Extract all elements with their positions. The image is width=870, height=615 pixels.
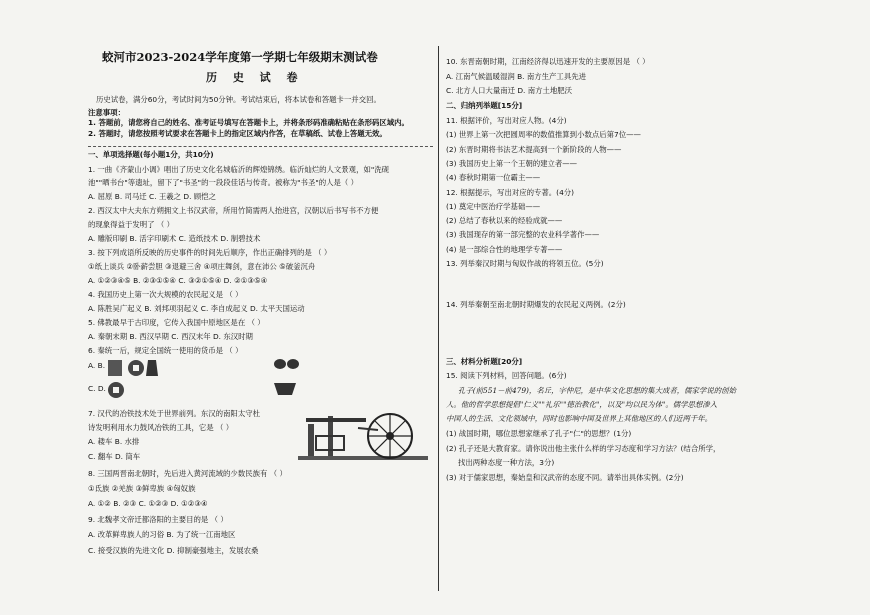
note-line: 2. 答题时，请您按照考试要求在答题卡上的指定区域内作答，在草稿纸、试卷上答题无效。 <box>88 129 387 138</box>
sub-question-line: (4) 是一部综合性的地理学专著—— <box>446 245 563 254</box>
sub-question-line: (2) 总结了春秋以来的经验成就—— <box>446 216 563 225</box>
note-line: 历史试卷，满分60分，考试时间为50分钟。考试结束后，将本试卷和答题卡一并交回。 <box>96 95 381 104</box>
question-line: 6. 秦统一后，规定全国统一使用的货币是 （ ） <box>88 346 243 355</box>
question-line: ①氐族 ②羌族 ③鲜卑族 ④匈奴族 <box>88 484 196 493</box>
sub-question-line: (3) 我国现存的第一部完整的农业科学著作—— <box>446 230 600 239</box>
water-bellows-image <box>298 406 428 466</box>
question-line: 10. 东晋南朝时期，江南经济得以迅速开发的主要原因是 （ ） <box>446 57 650 66</box>
question-line: 3. 按下列成语所反映的历史事件的时间先后顺序，作出正确排列的是 （ ） <box>88 248 332 257</box>
sub-question-line: (3) 我国历史上第一个王朝的建立者—— <box>446 159 578 168</box>
sub-question-line: (2) 东晋时期将书法艺术提高到一个新阶段的人物—— <box>446 145 622 154</box>
question-line: 1. 一曲《齐蒙山小调》唱出了历史文化名城临沂的辉煌锦绣。临沂灿烂的人文景观，如"洗砚 <box>88 165 390 174</box>
sub-question-line: (1) 世界上第一次把圆周率的数值推算到小数点后第7位—— <box>446 130 641 139</box>
question-line: 5. 佛教最早于古印度，它传入我国中原地区是在 （ ） <box>88 318 265 327</box>
option-line: A. 江南气候温暖湿润 B. 南方生产工具先进 <box>446 72 586 81</box>
question-line: 13. 列举秦汉时期与匈奴作战的将领五位。(5分) <box>446 259 604 268</box>
option-line: A. 改革鲜卑族人的习俗 B. 为了统一江南地区 <box>88 530 236 539</box>
question-line: 7. 汉代的冶铁技术处于世界前列。东汉的南阳太守杜 <box>88 409 260 418</box>
option-line: C. 接受汉族的先进文化 D. 抑制豪强地主，发展农桑 <box>88 546 259 555</box>
question-line: 诗发明利用水力鼓风冶铁的工具，它是 （ ） <box>88 423 234 432</box>
option-line: C. 翻车 D. 筒车 <box>88 452 141 461</box>
coin-a-image <box>106 356 162 378</box>
option-line: C. D. <box>88 384 106 393</box>
question-line: ①纸上谈兵 ②卧薪尝胆 ③退避三舍 ④项庄舞剑，意在沛公 ⑤破釜沉舟 <box>88 262 316 271</box>
question-line: 2. 西汉太中大夫东方朔拥文上书汉武帝，所用竹简需两人抬进宫，汉朝以后书写书不方便 <box>88 206 379 215</box>
coin-c-image <box>106 380 126 400</box>
sub-question-line: (3) 对于儒家思想，秦始皇和汉武帝的态度不同。请举出具体实例。(2分) <box>446 473 684 482</box>
note-line: 1. 答题前，请您将自己的姓名、准考证号填写在答题卡上，并将条形码准确粘贴在条形码区域内。 <box>88 118 409 127</box>
option-line: A. B. <box>88 361 106 370</box>
coin-d-image <box>272 380 298 398</box>
question-line: 12. 根据提示，写出对应的专著。(4分) <box>446 188 575 197</box>
option-line: C. 北方人口大量南迁 D. 南方土地肥沃 <box>446 86 573 95</box>
material-text: 孔子(前551－前479)，名丘，字仲尼，是中华文化思想的集大成者，儒家学说的创始 <box>458 386 736 395</box>
material-text: 中国人的生活、文化领域中，同时也影响中国及世界上其他地区的人们近两千年。 <box>446 414 713 423</box>
section-heading: 三、材料分析题[20分] <box>446 357 523 366</box>
question-line: 14. 列举秦朝至南北朝时期爆发的农民起义两例。(2分) <box>446 300 626 309</box>
option-line: A. 陈胜吴广起义 B. 刘邦项羽起义 C. 李自成起义 D. 太平天国运动 <box>88 304 305 313</box>
section-heading: 一、单项选择题(每小题1分，共10分) <box>88 150 214 159</box>
dashed-separator <box>88 146 433 147</box>
option-line: A. ①②③④⑤ B. ②③①⑤④ C. ③②①⑤④ D. ②①③⑤④ <box>88 276 268 285</box>
exam-title: 蛟河市2023-2024学年度第一学期七年级期末测试卷 <box>102 50 378 64</box>
sub-question-line: (2) 孔子还是大教育家。请你说出他主张什么样的学习态度和学习方法？(结合所学， <box>446 444 721 453</box>
option-line: A. 秦朝末期 B. 西汉早期 C. 西汉末年 D. 东汉时期 <box>88 332 253 341</box>
option-line: A. 耧车 B. 水排 <box>88 437 140 446</box>
question-line: 4. 我国历史上第一次大规模的农民起义是 （ ） <box>88 290 243 299</box>
note-line: 注意事项： <box>88 108 125 117</box>
sub-question-line: (1) 奠定中医治疗学基础—— <box>446 202 541 211</box>
sub-question-line: (1) 战国时期，哪位思想家继承了孔子"仁"的思想？(1分) <box>446 429 632 438</box>
sub-question-line: (4) 春秋时期第一位霸主—— <box>446 173 541 182</box>
question-line: 的现象得益于发明了 （ ） <box>88 220 174 229</box>
sub-question-line: 找出两种态度一种方法，3分) <box>458 458 555 467</box>
section-heading: 二、归纳列举题[15分] <box>446 101 523 110</box>
question-line: 15. 阅读下列材料，回答问题。(6分) <box>446 371 567 380</box>
exam-subtitle: 历 史 试 卷 <box>206 71 304 84</box>
option-line: A. ①② B. ②③ C. ①②③ D. ①②③④ <box>88 499 208 508</box>
column-divider <box>438 46 439 591</box>
question-line: 11. 根据评价，写出对应人物。(4分) <box>446 116 567 125</box>
question-line: 池""晒书台"等遗址，留下了"书圣"的一段段佳话与传奇。被称为"书圣"的人是（ ） <box>88 178 359 187</box>
coin-b-image <box>272 356 302 372</box>
material-text: 人。他的哲学思想提倡"仁义""礼乐""德治教化"，以及"均以民为体"。儒学思想渗入 <box>446 400 718 409</box>
option-line: A. 雕版印刷 B. 活字印刷术 C. 造纸技术 D. 制碧技术 <box>88 234 261 243</box>
question-line: 9. 北魏孝文帝迁都洛阳的主要目的是 （ ） <box>88 515 228 524</box>
question-line: 8. 三国两晋南北朝时，先后进入黄河流域的少数民族有 （ ） <box>88 469 287 478</box>
option-line: A. 屈原 B. 司马迁 C. 王羲之 D. 顾恺之 <box>88 192 216 201</box>
